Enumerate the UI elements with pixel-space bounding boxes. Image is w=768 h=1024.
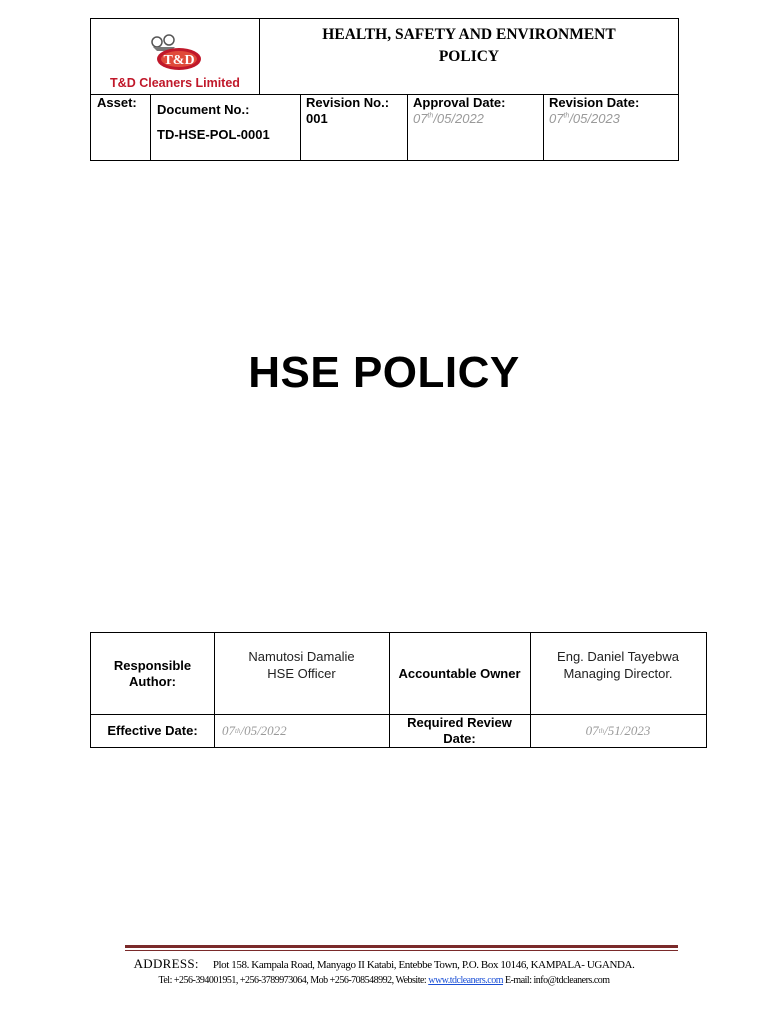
revision-no-value: 001 — [306, 111, 328, 126]
effective-date-value: 07 th /05/2022 — [222, 722, 287, 738]
document-header-table — [90, 18, 679, 161]
footer-rule — [125, 950, 678, 951]
required-review-date-label: Required Review Date: — [407, 714, 512, 746]
footer-contact — [0, 975, 768, 986]
revision-date-label: Revision Date: — [549, 95, 640, 110]
logo-cell — [91, 19, 260, 94]
address-label: ADDRESS: — [133, 956, 199, 971]
accountable-owner-label: Accountable Owner — [398, 665, 521, 681]
contact-phones: Tel: +256-394001951, +256-3789973064, Mob +256-708548992, Website: — [158, 975, 429, 986]
policy-title-cell — [260, 19, 678, 94]
author-name: Namutosi Damalie — [248, 649, 355, 664]
logo-monogram: T&D — [163, 53, 195, 68]
document-no-value: TD-HSE-POL-0001 — [157, 127, 270, 142]
page-title: HSE POLICY — [248, 348, 520, 397]
footer-rule — [125, 945, 678, 948]
owner-name: Eng. Daniel Tayebwa — [557, 649, 679, 664]
contact-email: E-mail: info@tdcleaners.com — [502, 975, 610, 986]
company-logo-icon — [145, 33, 203, 73]
author-role: HSE Officer — [267, 666, 336, 681]
footer-address — [0, 956, 768, 972]
divider — [543, 94, 544, 160]
owner-role: Managing Director. — [563, 666, 673, 681]
responsible-author-label: Responsible Author: — [113, 657, 192, 689]
address-text: Plot 158. Kampala Road, Manyago II Katabi, Entebbe Town, P.O. Box 10146, KAMPALA- UGANDA. — [212, 959, 635, 971]
policy-title-line2: POLICY — [438, 48, 500, 65]
effective-date-label: Effective Date: — [107, 722, 198, 738]
divider — [407, 94, 408, 160]
approval-date-label: Approval Date: — [413, 95, 506, 110]
revision-no-label: Revision No.: — [306, 95, 390, 110]
responsibility-table — [90, 632, 707, 748]
policy-title-line1: HEALTH, SAFETY AND ENVIRONMENT — [322, 26, 616, 43]
company-name: T&D Cleaners Limited — [110, 76, 240, 90]
divider — [300, 94, 301, 160]
author-cell — [214, 633, 389, 714]
approval-date-value: 07th/05/2022 — [413, 111, 484, 126]
document-no-label: Document No.: — [157, 102, 250, 117]
divider — [150, 94, 151, 160]
required-review-date-value: 07 th /51/2023 — [585, 722, 651, 738]
revision-date-value: 07th/05/2023 — [549, 111, 620, 126]
owner-cell — [530, 633, 706, 714]
asset-label: Asset: — [97, 95, 137, 110]
website-link[interactable]: www.tdcleaners.com — [428, 975, 503, 986]
